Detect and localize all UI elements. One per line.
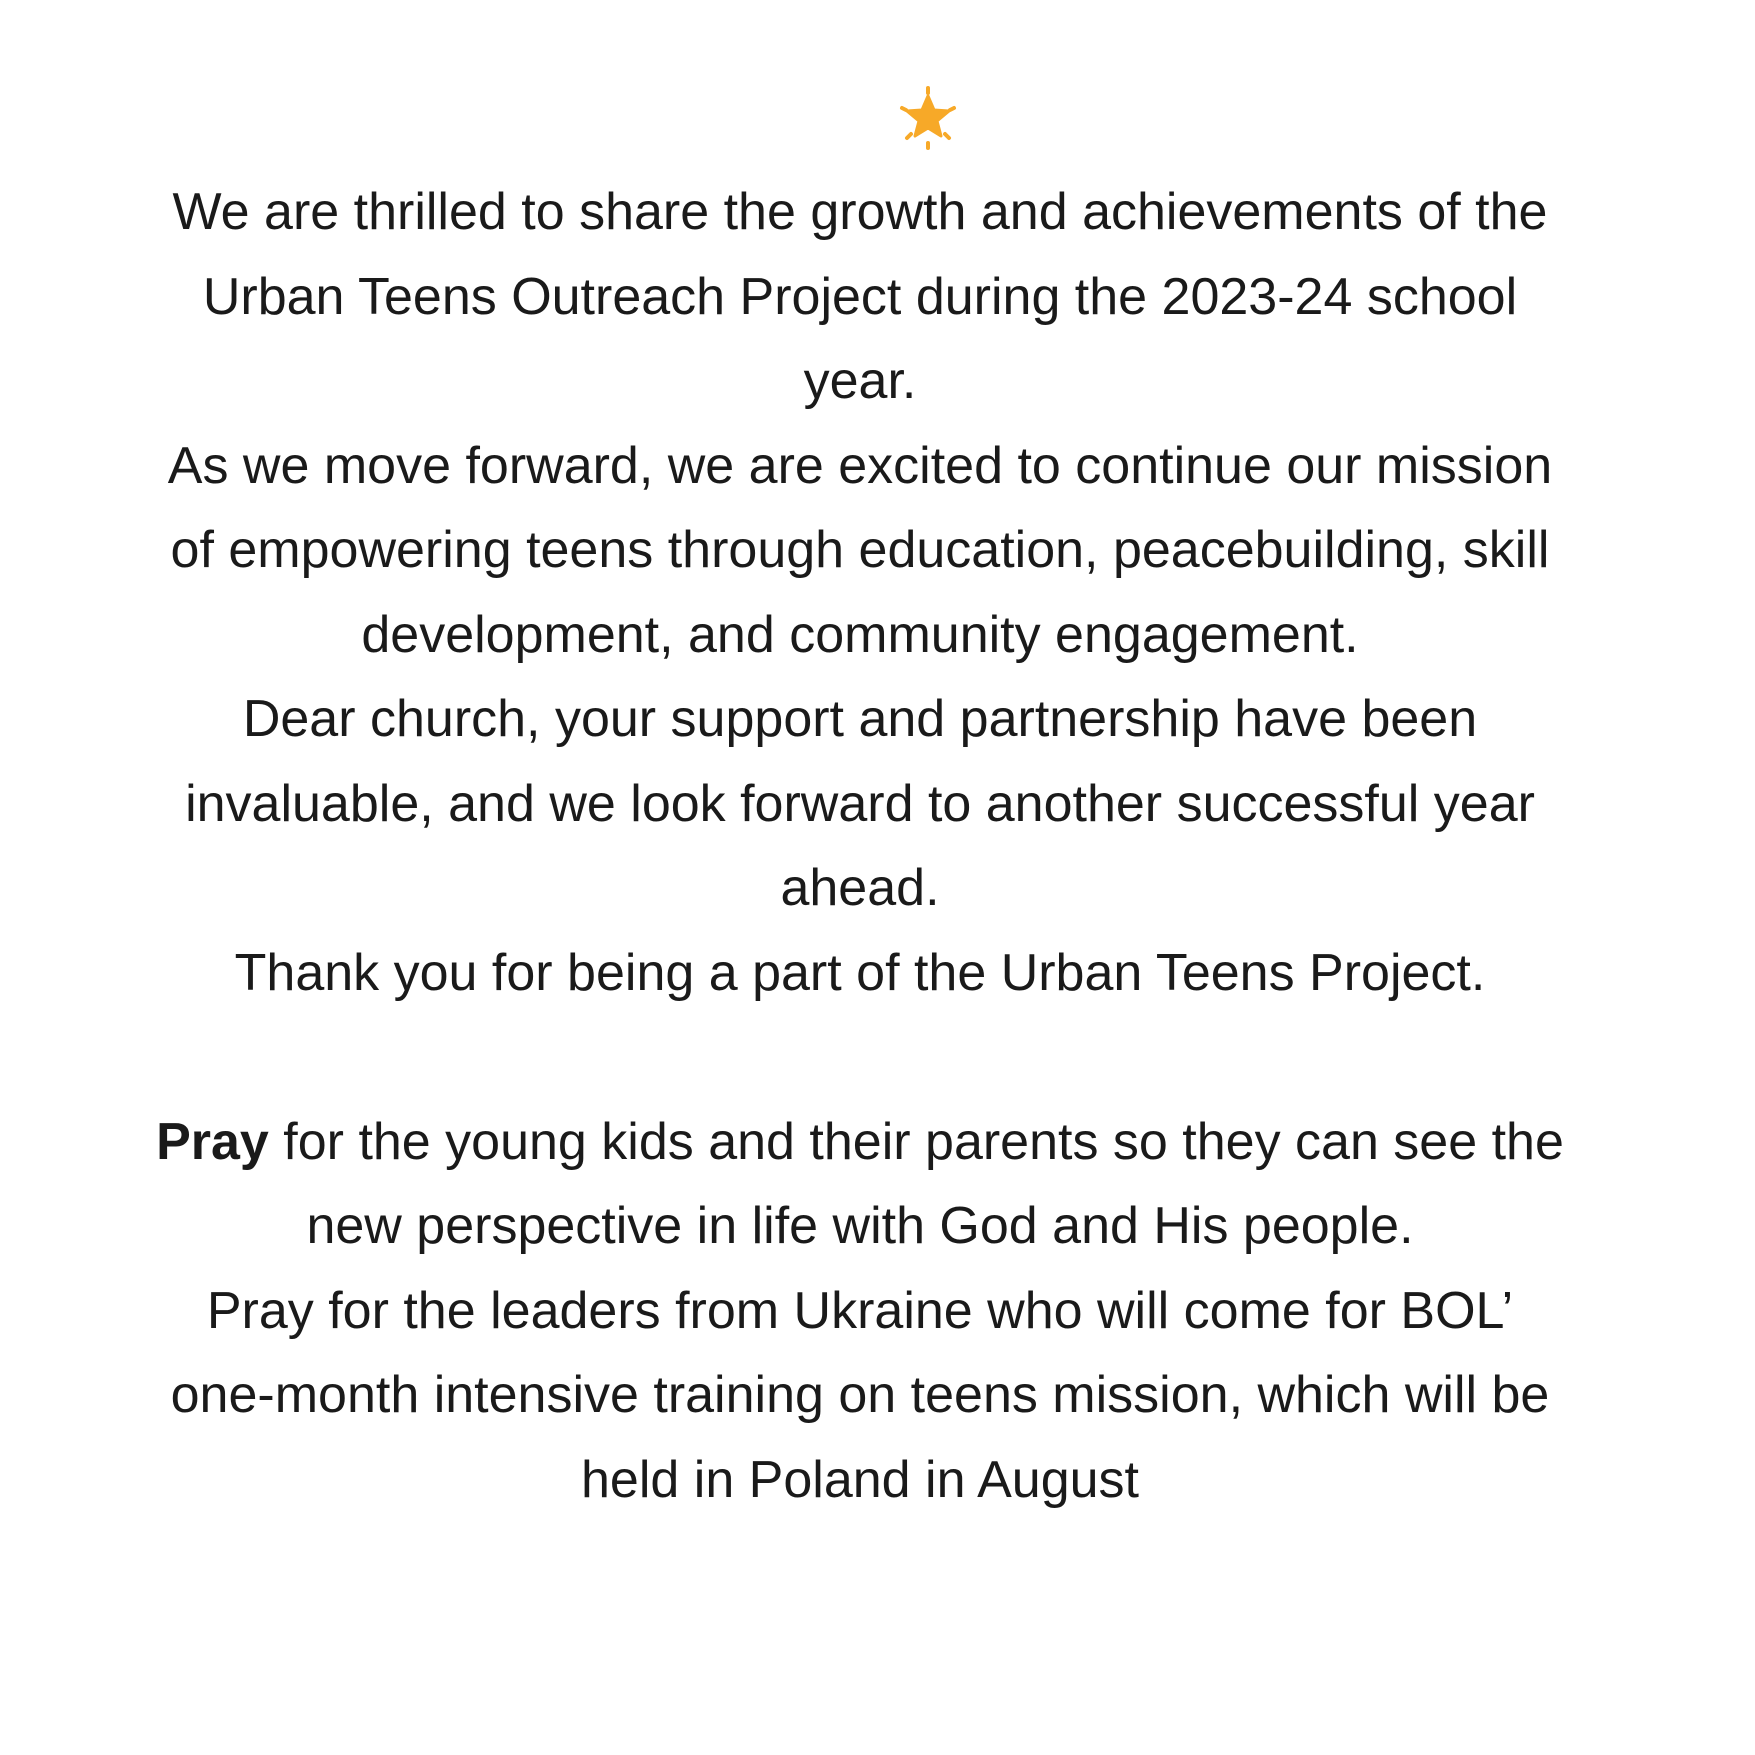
message-text xyxy=(150,170,1570,1522)
spacer xyxy=(150,1015,1570,1100)
intro-paragraph: We are thrilled to share the growth and achievements of the Urban Teens Outreach Project during the 2023-24 school year. xyxy=(172,183,1548,410)
prayer-kids-paragraph xyxy=(150,1100,1570,1269)
support-paragraph: Dear church, your support and partnership have been invaluable, and we look forward to another successful year ahead. xyxy=(185,690,1535,917)
thanks-paragraph: Thank you for being a part of the Urban Teens Project. xyxy=(234,943,1486,1002)
prayer-leaders-paragraph: Pray for the leaders from Ukraine who will come for BOL’ one-month intensive training on teens mission, which will be held in Poland in August xyxy=(170,1281,1550,1509)
pray-bold-word: Pray xyxy=(156,1112,269,1171)
prayer-kids-text: for the young kids and their parents so they can see the new perspective in life with God and His people. xyxy=(268,1112,1564,1255)
star-icon xyxy=(896,86,960,150)
mission-paragraph: As we move forward, we are excited to continue our mission of empowering teens through education, peacebuilding, skill development, and community engagement. xyxy=(167,436,1553,664)
